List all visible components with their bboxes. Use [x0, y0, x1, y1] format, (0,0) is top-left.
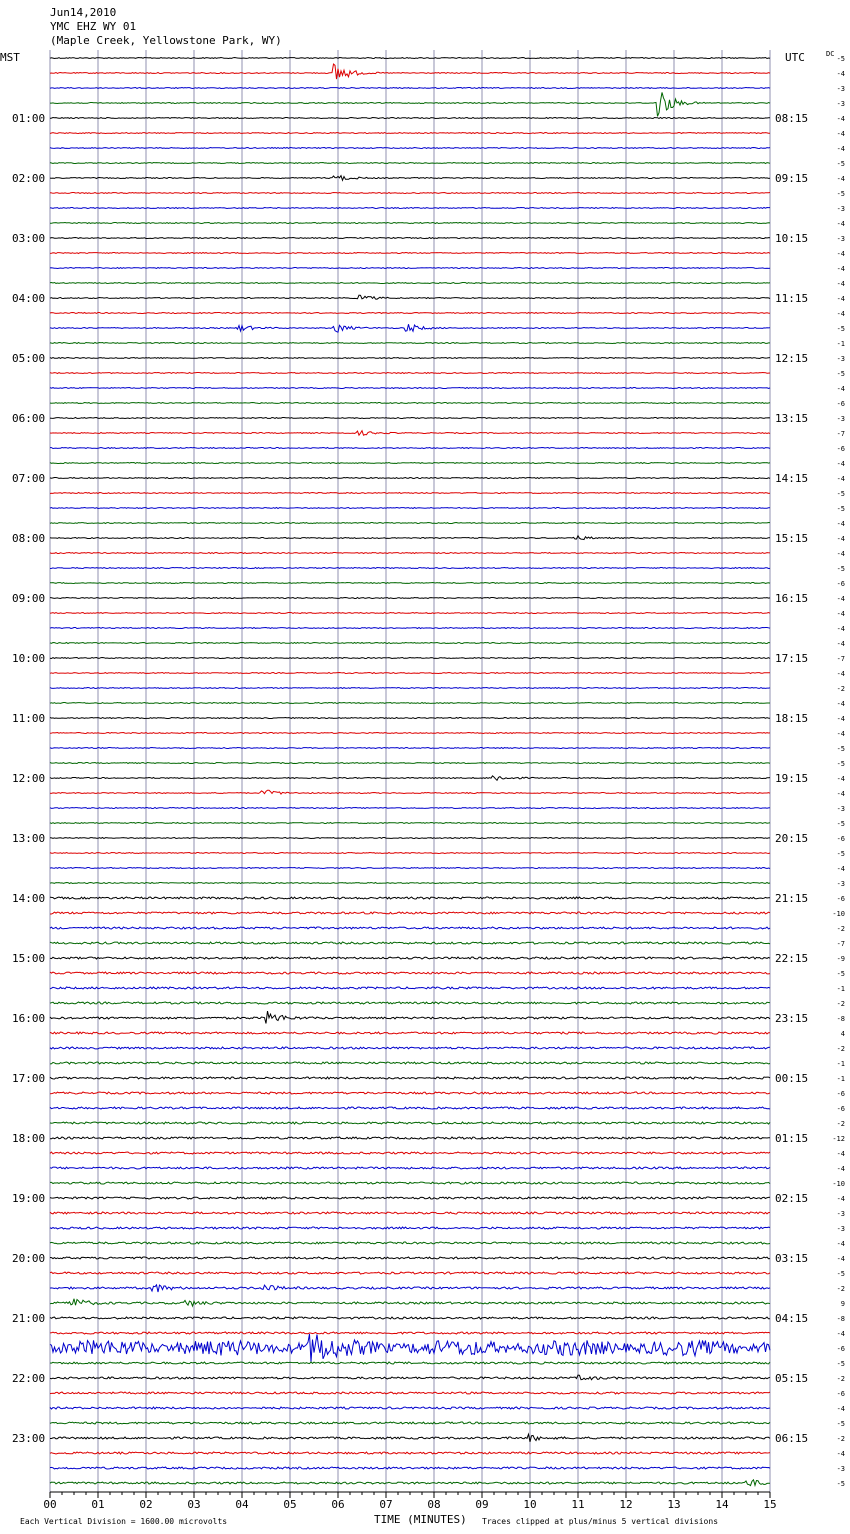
trace-72: [50, 1137, 770, 1139]
trace-11: [50, 223, 770, 224]
trace-45: [50, 733, 770, 734]
right-time-label: 15:15: [775, 532, 809, 545]
trace-55: [50, 883, 770, 884]
dc-offset-label: -2: [836, 1045, 845, 1053]
trace-88: [50, 1375, 770, 1380]
dc-offset-label: -5: [836, 505, 845, 513]
trace-22: [50, 388, 770, 389]
x-tick-label: 03: [187, 1498, 201, 1511]
trace-65: [50, 1032, 770, 1034]
trace-21: [50, 373, 770, 374]
trace-16: [50, 295, 770, 299]
left-time-label: 22:00: [12, 1372, 46, 1385]
right-time-label: 14:15: [775, 472, 809, 485]
dc-offset-label: -5: [836, 1360, 845, 1368]
trace-5: [50, 133, 770, 134]
right-time-label: 00:15: [775, 1072, 809, 1085]
dc-offset-label: -12: [832, 1135, 845, 1143]
dc-offset-label: -5: [836, 1270, 845, 1278]
dc-offset-label: -2: [836, 1435, 845, 1443]
trace-87: [50, 1362, 770, 1364]
dc-offset-label: 4: [840, 1030, 845, 1038]
header-date: Jun14,2010: [50, 6, 117, 19]
dc-offset-label: -2: [836, 925, 845, 933]
trace-56: [50, 897, 770, 899]
x-tick-label: 09: [475, 1498, 489, 1511]
dc-offset-label: -2: [836, 1375, 845, 1383]
trace-10: [50, 208, 770, 209]
dc-offset-label: -5: [836, 55, 845, 63]
dc-offset-label: -6: [836, 445, 845, 453]
left-time-label: 17:00: [12, 1072, 46, 1085]
trace-90: [50, 1407, 770, 1409]
dc-offset-label: -9: [836, 955, 845, 963]
dc-offset-label: -1: [836, 1075, 845, 1083]
dc-offset-label: -4: [836, 145, 845, 153]
right-time-label: 13:15: [775, 412, 809, 425]
trace-6: [50, 148, 770, 149]
left-time-label: 11:00: [12, 712, 46, 725]
trace-53: [50, 853, 770, 854]
trace-34: [50, 568, 770, 569]
dc-offset-label: -6: [836, 1105, 845, 1113]
trace-61: [50, 972, 770, 974]
trace-71: [50, 1122, 770, 1124]
trace-32: [50, 536, 770, 540]
trace-0: [50, 58, 770, 59]
trace-86: [50, 1334, 770, 1362]
x-tick-label: 01: [91, 1498, 105, 1511]
dc-offset-label: -6: [836, 400, 845, 408]
dc-offset-label: -3: [836, 100, 845, 108]
right-time-label: 20:15: [775, 832, 809, 845]
x-tick-label: 11: [571, 1498, 585, 1511]
trace-47: [50, 763, 770, 764]
trace-4: [50, 118, 770, 119]
dc-offset-label: -4: [836, 535, 845, 543]
trace-9: [50, 193, 770, 194]
dc-offset-label: -5: [836, 1480, 845, 1488]
right-time-label: 02:15: [775, 1192, 809, 1205]
trace-13: [50, 253, 770, 254]
dc-offset-label: -6: [836, 835, 845, 843]
dc-offset-label: -4: [836, 175, 845, 183]
trace-35: [50, 583, 770, 584]
dc-offset-label: -3: [836, 235, 845, 243]
dc-offset-label: -3: [836, 805, 845, 813]
trace-19: [50, 343, 770, 344]
dc-offset-label: -4: [836, 1195, 845, 1203]
footer-scale-note: Each Vertical Division = 1600.00 microvolts: [20, 1517, 228, 1526]
trace-58: [50, 927, 770, 929]
trace-93: [50, 1452, 770, 1454]
trace-57: [50, 912, 770, 914]
trace-27: [50, 463, 770, 464]
trace-1: [50, 64, 770, 79]
footer-clip-note: Traces clipped at plus/minus 5 vertical divisions: [482, 1517, 719, 1526]
left-timezone-label: MST: [0, 51, 20, 64]
trace-67: [50, 1062, 770, 1064]
trace-70: [50, 1107, 770, 1109]
dc-offset-label: -4: [836, 310, 845, 318]
trace-24: [50, 418, 770, 419]
trace-44: [50, 718, 770, 719]
dc-offset-label: -4: [836, 1255, 845, 1263]
trace-8: [50, 176, 770, 181]
dc-offset-label: -4: [836, 70, 845, 78]
right-time-label: 11:15: [775, 292, 809, 305]
left-time-label: 13:00: [12, 832, 46, 845]
left-time-label: 19:00: [12, 1192, 46, 1205]
trace-66: [50, 1047, 770, 1049]
dc-offset-label: -8: [836, 1015, 845, 1023]
left-time-label: 03:00: [12, 232, 46, 245]
dc-offset-label: -3: [836, 1465, 845, 1473]
dc-offset-label: -4: [836, 250, 845, 258]
trace-84: [50, 1317, 770, 1319]
left-time-label: 01:00: [12, 112, 46, 125]
header-location: (Maple Creek, Yellowstone Park, WY): [50, 34, 282, 47]
dc-label: DC: [826, 50, 835, 58]
trace-59: [50, 942, 770, 944]
dc-offset-label: -4: [836, 700, 845, 708]
trace-33: [50, 553, 770, 554]
right-time-label: 06:15: [775, 1432, 809, 1445]
right-time-label: 16:15: [775, 592, 809, 605]
trace-85: [50, 1332, 770, 1334]
dc-offset-label: -2: [836, 1285, 845, 1293]
trace-49: [50, 790, 770, 794]
dc-offset-label: -4: [836, 385, 845, 393]
trace-78: [50, 1227, 770, 1229]
left-time-label: 14:00: [12, 892, 46, 905]
trace-80: [50, 1257, 770, 1259]
left-time-label: 21:00: [12, 1312, 46, 1325]
left-time-label: 15:00: [12, 952, 46, 965]
right-time-label: 23:15: [775, 1012, 809, 1025]
left-time-label: 07:00: [12, 472, 46, 485]
dc-offset-label: -3: [836, 880, 845, 888]
trace-30: [50, 508, 770, 509]
dc-offset-label: -3: [836, 85, 845, 93]
dc-offset-label: -4: [836, 640, 845, 648]
right-time-label: 05:15: [775, 1372, 809, 1385]
left-time-label: 10:00: [12, 652, 46, 665]
right-time-label: 01:15: [775, 1132, 809, 1145]
dc-offset-label: -1: [836, 340, 845, 348]
dc-offset-label: -5: [836, 325, 845, 333]
x-tick-label: 04: [235, 1498, 249, 1511]
trace-54: [50, 868, 770, 869]
trace-77: [50, 1212, 770, 1214]
trace-69: [50, 1092, 770, 1094]
dc-offset-label: -4: [836, 595, 845, 603]
trace-12: [50, 238, 770, 239]
dc-offset-label: -10: [832, 910, 845, 918]
left-time-label: 04:00: [12, 292, 46, 305]
trace-52: [50, 838, 770, 839]
x-tick-label: 10: [523, 1498, 537, 1511]
trace-95: [50, 1480, 770, 1486]
dc-offset-label: -1: [836, 985, 845, 993]
dc-offset-label: -4: [836, 1330, 845, 1338]
dc-offset-label: -4: [836, 460, 845, 468]
trace-18: [50, 324, 770, 332]
dc-offset-label: -5: [836, 850, 845, 858]
trace-83: [50, 1299, 770, 1306]
trace-63: [50, 1002, 770, 1004]
dc-offset-label: -4: [836, 715, 845, 723]
dc-offset-label: -5: [836, 490, 845, 498]
dc-offset-label: -4: [836, 130, 845, 138]
dc-offset-label: -4: [836, 670, 845, 678]
dc-offset-label: -4: [836, 625, 845, 633]
trace-2: [50, 88, 770, 89]
right-time-label: 19:15: [775, 772, 809, 785]
traces: [50, 58, 770, 1486]
trace-14: [50, 268, 770, 269]
trace-68: [50, 1077, 770, 1079]
dc-offset-label: -4: [836, 730, 845, 738]
trace-62: [50, 987, 770, 989]
trace-3: [50, 92, 770, 116]
dc-offset-label: -5: [836, 970, 845, 978]
trace-38: [50, 628, 770, 629]
dc-offset-label: -4: [836, 1405, 845, 1413]
x-tick-label: 08: [427, 1498, 441, 1511]
trace-23: [50, 403, 770, 404]
dc-offset-label: -4: [836, 610, 845, 618]
trace-76: [50, 1197, 770, 1199]
right-time-label: 08:15: [775, 112, 809, 125]
x-tick-label: 13: [667, 1498, 681, 1511]
dc-offset-label: -3: [836, 1210, 845, 1218]
right-time-label: 22:15: [775, 952, 809, 965]
dc-offset-label: -4: [836, 475, 845, 483]
x-axis: [43, 1492, 776, 1511]
dc-offset-label: -4: [836, 550, 845, 558]
x-axis-label: TIME (MINUTES): [374, 1513, 467, 1526]
x-tick-label: 05: [283, 1498, 297, 1511]
dc-offset-label: -5: [836, 745, 845, 753]
dc-offset-label: -5: [836, 190, 845, 198]
trace-92: [50, 1434, 770, 1442]
left-time-label: 20:00: [12, 1252, 46, 1265]
trace-28: [50, 478, 770, 479]
trace-39: [50, 643, 770, 644]
trace-51: [50, 823, 770, 824]
trace-26: [50, 448, 770, 449]
trace-89: [50, 1392, 770, 1394]
dc-offset-label: -4: [836, 1240, 845, 1248]
dc-offset-label: -4: [836, 865, 845, 873]
trace-36: [50, 598, 770, 599]
left-time-label: 18:00: [12, 1132, 46, 1145]
dc-offset-label: -6: [836, 1090, 845, 1098]
trace-20: [50, 358, 770, 359]
right-time-label: 12:15: [775, 352, 809, 365]
left-time-label: 23:00: [12, 1432, 46, 1445]
dc-offset-label: -4: [836, 265, 845, 273]
x-tick-label: 02: [139, 1498, 153, 1511]
left-time-label: 02:00: [12, 172, 46, 185]
dc-offset-label: -1: [836, 1060, 845, 1068]
dc-offset-label: -6: [836, 895, 845, 903]
dc-offset-label: -5: [836, 565, 845, 573]
trace-73: [50, 1152, 770, 1154]
dc-offset-label: -6: [836, 580, 845, 588]
left-time-label: 05:00: [12, 352, 46, 365]
trace-60: [50, 957, 770, 959]
dc-offset-label: -2: [836, 1120, 845, 1128]
dc-offset-label: -8: [836, 1315, 845, 1323]
trace-42: [50, 688, 770, 689]
trace-50: [50, 808, 770, 809]
trace-17: [50, 313, 770, 314]
x-tick-label: 14: [715, 1498, 729, 1511]
right-time-label: 03:15: [775, 1252, 809, 1265]
dc-offset-label: -3: [836, 1225, 845, 1233]
dc-offset-label: -4: [836, 280, 845, 288]
trace-74: [50, 1167, 770, 1169]
dc-offset-label: -3: [836, 205, 845, 213]
trace-82: [50, 1285, 770, 1292]
dc-offset-label: 9: [840, 1300, 845, 1308]
trace-7: [50, 163, 770, 164]
dc-offset-label: -4: [836, 790, 845, 798]
dc-offset-label: -4: [836, 115, 845, 123]
dc-offset-label: -7: [836, 940, 845, 948]
trace-64: [50, 1011, 770, 1023]
trace-75: [50, 1182, 770, 1184]
x-tick-label: 00: [43, 1498, 57, 1511]
right-time-label: 17:15: [775, 652, 809, 665]
dc-offset-label: -2: [836, 685, 845, 693]
x-tick-label: 12: [619, 1498, 633, 1511]
dc-offset-label: -10: [832, 1180, 845, 1188]
dc-offset-label: -6: [836, 1390, 845, 1398]
trace-81: [50, 1272, 770, 1274]
dc-offset-label: -3: [836, 415, 845, 423]
dc-offset-label: -4: [836, 220, 845, 228]
dc-offset-label: -5: [836, 160, 845, 168]
dc-offset-label: -5: [836, 760, 845, 768]
left-time-label: 09:00: [12, 592, 46, 605]
dc-offset-label: -5: [836, 1420, 845, 1428]
x-tick-label: 15: [763, 1498, 777, 1511]
trace-79: [50, 1242, 770, 1244]
right-timezone-label: UTC: [785, 51, 805, 64]
dc-offset-label: -2: [836, 1000, 845, 1008]
trace-25: [50, 431, 770, 436]
trace-41: [50, 673, 770, 674]
right-time-label: 04:15: [775, 1312, 809, 1325]
trace-40: [50, 658, 770, 659]
dc-offset-label: -4: [836, 775, 845, 783]
dc-offset-label: -3: [836, 355, 845, 363]
trace-48: [50, 776, 770, 780]
left-time-label: 12:00: [12, 772, 46, 785]
left-time-labels: [12, 112, 45, 1445]
x-tick-label: 06: [331, 1498, 345, 1511]
dc-offset-label: -6: [836, 1345, 845, 1353]
left-time-label: 06:00: [12, 412, 46, 425]
dc-offset-label: -7: [836, 430, 845, 438]
dc-offset-label: -5: [836, 370, 845, 378]
header-station: YMC EHZ WY 01: [50, 20, 137, 33]
right-time-label: 18:15: [775, 712, 809, 725]
right-time-label: 21:15: [775, 892, 809, 905]
grid: [50, 50, 770, 1492]
trace-29: [50, 493, 770, 494]
trace-15: [50, 283, 770, 284]
x-tick-label: 07: [379, 1498, 393, 1511]
trace-46: [50, 748, 770, 749]
dc-offset-label: -5: [836, 820, 845, 828]
left-time-label: 16:00: [12, 1012, 46, 1025]
right-time-labels: [775, 112, 808, 1445]
trace-31: [50, 523, 770, 524]
trace-37: [50, 613, 770, 614]
trace-91: [50, 1422, 770, 1424]
trace-43: [50, 703, 770, 704]
dc-offset-label: -4: [836, 520, 845, 528]
left-time-label: 08:00: [12, 532, 46, 545]
dc-offset-label: -4: [836, 295, 845, 303]
dc-offset-labels: [832, 55, 845, 1488]
dc-offset-label: -4: [836, 1165, 845, 1173]
dc-offset-label: -7: [836, 655, 845, 663]
right-time-label: 09:15: [775, 172, 809, 185]
dc-offset-label: -4: [836, 1150, 845, 1158]
trace-94: [50, 1467, 770, 1469]
right-time-label: 10:15: [775, 232, 809, 245]
dc-offset-label: -4: [836, 1450, 845, 1458]
